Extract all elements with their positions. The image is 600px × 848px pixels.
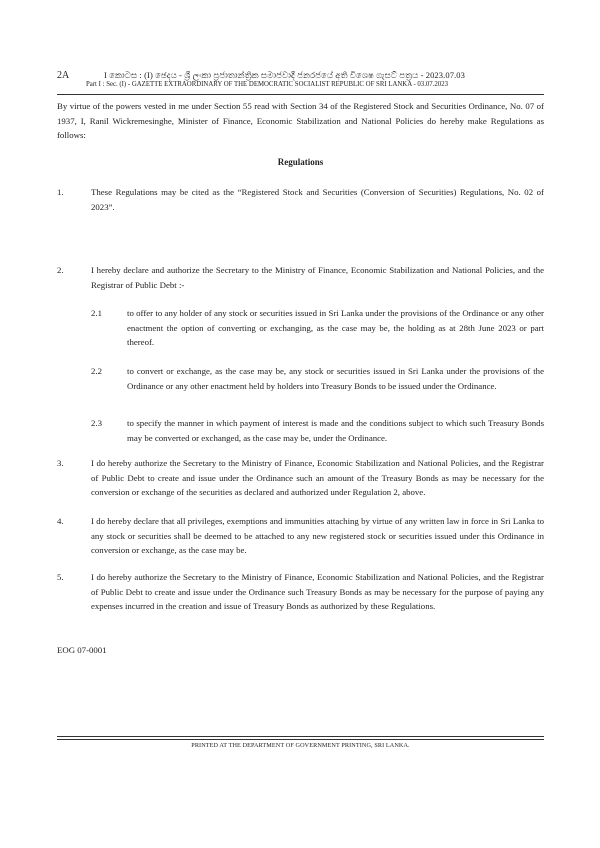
regulation-5-text: I do hereby authorize the Secretary to the Ministry of Finance, Economic Stabilization and National Policies, and the Registrar of Public Debt to create and issue under the Ordinance such Treasury Bonds as may be necessary for the purpose of paying any expenses incurred in the creation and issue of Treasury Bonds as authorized by these Regulations. [91,572,544,612]
footer-divider-top [57,736,544,737]
regulation-4-number: 4. [57,516,64,526]
regulation-3-number: 3. [57,458,64,468]
page-number: 2A [57,70,70,81]
sub-item-2-3-number: 2.3 [91,418,102,428]
regulation-5-number: 5. [57,572,64,582]
regulation-4-text: I do hereby declare that all privileges, exemptions and immunities attaching by virtue of any written law in force in Sri Lanka to any stock or securities shall be deemed to be attached to any new registered stock or securities issued under this Ordinance in conversion or exchange, as the case may be. [91,516,544,556]
printer-credit: PRINTED AT THE DEPARTMENT OF GOVERNMENT PRINTING, SRI LANKA. [191,742,410,749]
regulation-2-number: 2. [57,265,64,275]
sub-item-2-2-text: to convert or exchange, as the case may be, any stock or securities issued in Sri Lanka under the provisions of the Ordinance or any other enactment held by holders into Treasury Bonds to be issued under the Ordinance. [127,366,544,391]
regulation-1-number: 1. [57,187,64,197]
regulation-1-text: These Regulations may be cited as the “Registered Stock and Securities (Conversion of Securities) Regulations, No. 02 of 2023”. [91,187,544,212]
regulation-2-text: I hereby declare and authorize the Secretary to the Ministry of Finance, Economic Stabilization and National Policies, and the Registrar of Public Debt :- [91,265,544,290]
sub-item-2-1-number: 2.1 [91,308,102,318]
sub-item-2-1-text: to offer to any holder of any stock or securities issued in Sri Lanka under the provisions of the Ordinance or any other enactment the option of converting or exchanging, as the case may be, the holding as at 28th June 2023 or part thereof. [127,308,544,348]
document-code: EOG 07-0001 [57,645,107,655]
sub-item-2-2-number: 2.2 [91,366,102,376]
footer-divider-bottom [57,739,544,740]
header-english-title: Part I : Sec. (I) - GAZETTE EXTRAORDINARY OF THE DEMOCRATIC SOCIALIST REPUBLIC OF SRI LANKA - 03.07.2023 [86,81,448,88]
sub-item-2-3-text: to specify the manner in which payment of interest is made and the conditions subject to which such Treasury Bonds may be converted or exchanged, as the case may be, under the Ordinance. [127,418,544,443]
regulation-3-text: I do hereby authorize the Secretary to the Ministry of Finance, Economic Stabilization and National Policies, and the Registrar of Public Debt to create and issue under the Ordinance such an amount of the Treasury Bonds as may be necessary for the conversion or exchange of the securities as declared and authorized under Regulation 2, above. [91,458,544,498]
header-divider [57,94,544,95]
intro-paragraph: By virtue of the powers vested in me under Section 55 read with Section 34 of the Registered Stock and Securities Ordinance, No. 07 of 1937, I, Ranil Wickremesinghe, Minister of Finance, Economic Stabilization and National Policies do hereby make Regulations as follows: [57,101,544,141]
regulations-heading: Regulations [277,157,324,167]
header-sinhala-title: I කොටස : (I) ඡෙදය - ශ්‍රී ලංකා ප්‍රජාතාන්ත්‍රික සමාජවාදී ජනරජයේ අති විශෙෂ ගැසට් පත්‍රය - 2023.07.03 [104,70,465,80]
